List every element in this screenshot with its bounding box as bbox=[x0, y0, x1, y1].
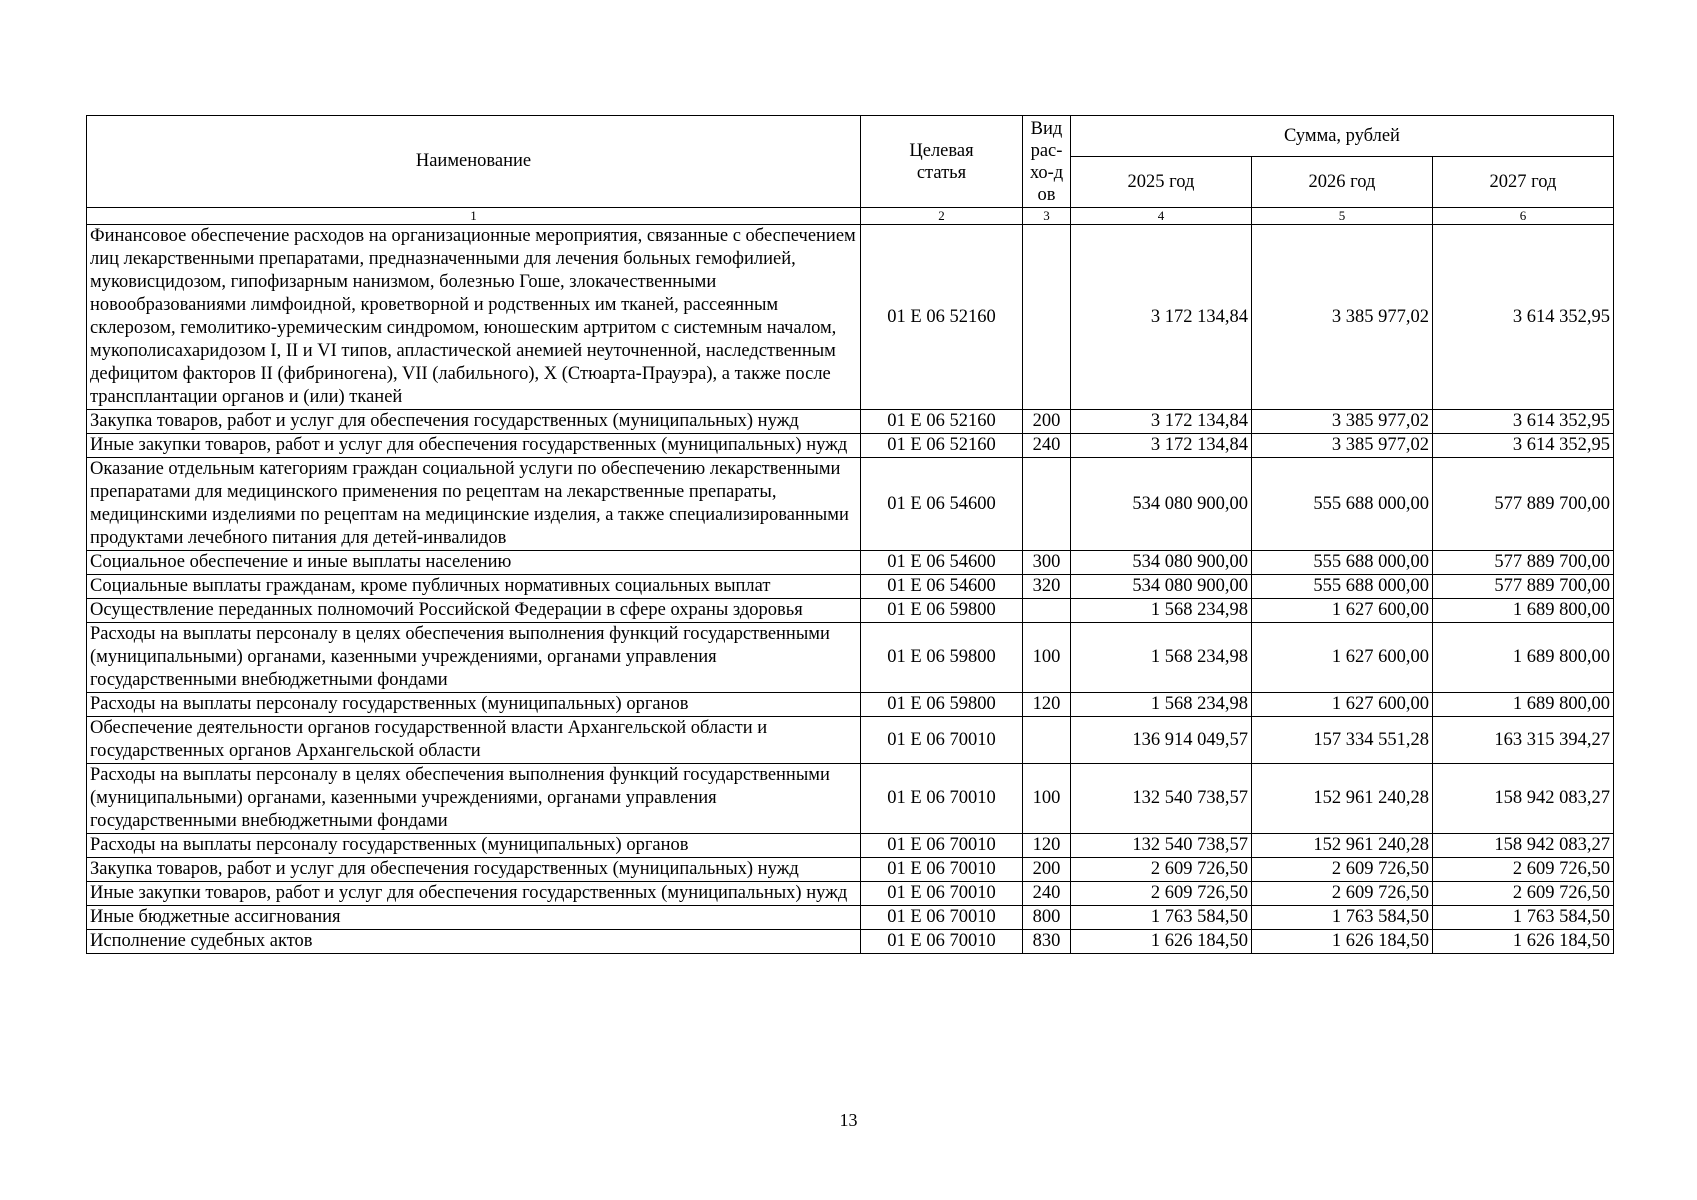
row-expense-type: 200 bbox=[1023, 410, 1071, 434]
row-name: Оказание отдельным категориям граждан социальной услуги по обеспечению лекарственными препаратами для медицинского применения по рецептам на лекарственные препараты, медицинскими изделиями по рецептам на медицинские изделия, а также специализированными продуктами лечебного питания для детей-инвалидов bbox=[87, 458, 861, 551]
col-number-2: 2 bbox=[861, 208, 1023, 225]
row-amount-2027: 3 614 352,95 bbox=[1433, 410, 1614, 434]
header-target-article-text: Целевая статья bbox=[909, 140, 974, 183]
row-name: Закупка товаров, работ и услуг для обеспечения государственных (муниципальных) нужд bbox=[87, 858, 861, 882]
col-number-5: 5 bbox=[1252, 208, 1433, 225]
row-amount-2025: 1 568 234,98 bbox=[1071, 599, 1252, 623]
col-number-1: 1 bbox=[87, 208, 861, 225]
row-target-code: 01 Е 06 59800 bbox=[861, 623, 1023, 693]
row-target-code: 01 Е 06 70010 bbox=[861, 930, 1023, 954]
row-amount-2026: 1 627 600,00 bbox=[1252, 693, 1433, 717]
header-year-2025: 2025 год bbox=[1071, 157, 1252, 208]
row-expense-type: 800 bbox=[1023, 906, 1071, 930]
row-expense-type: 240 bbox=[1023, 882, 1071, 906]
row-amount-2026: 1 627 600,00 bbox=[1252, 599, 1433, 623]
row-amount-2025: 1 568 234,98 bbox=[1071, 693, 1252, 717]
row-name: Иные закупки товаров, работ и услуг для обеспечения государственных (муниципальных) нужд bbox=[87, 882, 861, 906]
table-row bbox=[87, 858, 1614, 882]
row-amount-2025: 2 609 726,50 bbox=[1071, 858, 1252, 882]
col-number-4: 4 bbox=[1071, 208, 1252, 225]
row-amount-2026: 2 609 726,50 bbox=[1252, 882, 1433, 906]
row-amount-2026: 3 385 977,02 bbox=[1252, 434, 1433, 458]
header-name: Наименование bbox=[87, 116, 861, 208]
row-expense-type: 320 bbox=[1023, 575, 1071, 599]
table-row bbox=[87, 623, 1614, 693]
row-amount-2027: 577 889 700,00 bbox=[1433, 458, 1614, 551]
row-name: Социальные выплаты гражданам, кроме публичных нормативных социальных выплат bbox=[87, 575, 861, 599]
row-target-code: 01 Е 06 59800 bbox=[861, 599, 1023, 623]
row-name: Социальное обеспечение и иные выплаты населению bbox=[87, 551, 861, 575]
table-row bbox=[87, 599, 1614, 623]
header-year-2027: 2027 год bbox=[1433, 157, 1614, 208]
table-row bbox=[87, 906, 1614, 930]
col-number-6: 6 bbox=[1433, 208, 1614, 225]
row-amount-2026: 1 626 184,50 bbox=[1252, 930, 1433, 954]
row-name: Исполнение судебных актов bbox=[87, 930, 861, 954]
row-amount-2027: 158 942 083,27 bbox=[1433, 834, 1614, 858]
table-row bbox=[87, 882, 1614, 906]
row-amount-2026: 555 688 000,00 bbox=[1252, 575, 1433, 599]
row-expense-type bbox=[1023, 225, 1071, 410]
row-amount-2026: 2 609 726,50 bbox=[1252, 858, 1433, 882]
header-expense-type-text: Вид рас-хо-дов bbox=[1029, 118, 1064, 205]
table-row bbox=[87, 551, 1614, 575]
row-amount-2027: 1 689 800,00 bbox=[1433, 693, 1614, 717]
row-amount-2027: 2 609 726,50 bbox=[1433, 882, 1614, 906]
table-row bbox=[87, 693, 1614, 717]
row-amount-2026: 3 385 977,02 bbox=[1252, 410, 1433, 434]
row-amount-2027: 1 626 184,50 bbox=[1433, 930, 1614, 954]
row-target-code: 01 Е 06 54600 bbox=[861, 551, 1023, 575]
row-expense-type: 200 bbox=[1023, 858, 1071, 882]
row-amount-2025: 132 540 738,57 bbox=[1071, 764, 1252, 834]
row-name: Финансовое обеспечение расходов на организационные мероприятия, связанные с обеспечением лиц лекарственными препаратами, предназначенными для лечения больных гемофилией, муковисцидозом, гипофизарным нанизмом, болезнью Гоше, злокачественными новообразованиями лимфоидной, кроветворной и родственных им тканей, рассеянным склерозом, гемолитико-уремическим синдромом, юношеским артритом с системным началом, мукополисахаридозом I, II и VI типов, апластической анемией неуточненной, наследственным дефицитом факторов II (фибриногена), VII (лабильного), X (Стюарта-Прауэра), а также после трансплантации органов и (или) тканей bbox=[87, 225, 861, 410]
col-number-3: 3 bbox=[1023, 208, 1071, 225]
header-sum: Сумма, рублей bbox=[1071, 116, 1614, 157]
row-target-code: 01 Е 06 70010 bbox=[861, 906, 1023, 930]
table-row bbox=[87, 717, 1614, 764]
row-amount-2026: 152 961 240,28 bbox=[1252, 764, 1433, 834]
row-amount-2025: 132 540 738,57 bbox=[1071, 834, 1252, 858]
row-target-code: 01 Е 06 70010 bbox=[861, 858, 1023, 882]
row-name: Расходы на выплаты персоналу в целях обеспечения выполнения функций государственными (муниципальными) органами, казенными учреждениями, органами управления государственными внебюджетными фондами bbox=[87, 764, 861, 834]
table-row bbox=[87, 434, 1614, 458]
row-expense-type: 100 bbox=[1023, 623, 1071, 693]
row-target-code: 01 Е 06 52160 bbox=[861, 225, 1023, 410]
row-amount-2026: 1 763 584,50 bbox=[1252, 906, 1433, 930]
row-name: Обеспечение деятельности органов государственной власти Архангельской области и государственных органов Архангельской области bbox=[87, 717, 861, 764]
row-name: Расходы на выплаты персоналу государственных (муниципальных) органов bbox=[87, 693, 861, 717]
row-expense-type: 830 bbox=[1023, 930, 1071, 954]
row-amount-2027: 577 889 700,00 bbox=[1433, 551, 1614, 575]
row-expense-type: 300 bbox=[1023, 551, 1071, 575]
row-amount-2025: 534 080 900,00 bbox=[1071, 551, 1252, 575]
row-amount-2026: 555 688 000,00 bbox=[1252, 458, 1433, 551]
row-amount-2026: 157 334 551,28 bbox=[1252, 717, 1433, 764]
row-target-code: 01 Е 06 70010 bbox=[861, 764, 1023, 834]
row-amount-2025: 534 080 900,00 bbox=[1071, 458, 1252, 551]
row-amount-2027: 163 315 394,27 bbox=[1433, 717, 1614, 764]
row-amount-2025: 1 626 184,50 bbox=[1071, 930, 1252, 954]
table-row bbox=[87, 930, 1614, 954]
table-row bbox=[87, 764, 1614, 834]
page-number: 13 bbox=[839, 1110, 858, 1130]
header-target-article bbox=[861, 116, 1023, 208]
row-amount-2027: 3 614 352,95 bbox=[1433, 225, 1614, 410]
row-name: Закупка товаров, работ и услуг для обеспечения государственных (муниципальных) нужд bbox=[87, 410, 861, 434]
header-year-2026: 2026 год bbox=[1252, 157, 1433, 208]
row-amount-2027: 1 689 800,00 bbox=[1433, 623, 1614, 693]
row-expense-type bbox=[1023, 717, 1071, 764]
table-row bbox=[87, 834, 1614, 858]
row-amount-2027: 2 609 726,50 bbox=[1433, 858, 1614, 882]
row-amount-2026: 3 385 977,02 bbox=[1252, 225, 1433, 410]
row-target-code: 01 Е 06 54600 bbox=[861, 458, 1023, 551]
row-amount-2025: 2 609 726,50 bbox=[1071, 882, 1252, 906]
row-expense-type: 100 bbox=[1023, 764, 1071, 834]
row-expense-type bbox=[1023, 599, 1071, 623]
row-amount-2026: 555 688 000,00 bbox=[1252, 551, 1433, 575]
row-name: Расходы на выплаты персоналу в целях обеспечения выполнения функций государственными (муниципальными) органами, казенными учреждениями, органами управления государственными внебюджетными фондами bbox=[87, 623, 861, 693]
row-target-code: 01 Е 06 70010 bbox=[861, 882, 1023, 906]
table-row bbox=[87, 458, 1614, 551]
row-amount-2026: 1 627 600,00 bbox=[1252, 623, 1433, 693]
row-target-code: 01 Е 06 70010 bbox=[861, 834, 1023, 858]
row-amount-2025: 1 763 584,50 bbox=[1071, 906, 1252, 930]
table-row bbox=[87, 225, 1614, 410]
budget-table bbox=[86, 115, 1614, 954]
header-expense-type bbox=[1023, 116, 1071, 208]
table-row bbox=[87, 410, 1614, 434]
row-target-code: 01 Е 06 52160 bbox=[861, 434, 1023, 458]
row-expense-type: 240 bbox=[1023, 434, 1071, 458]
row-target-code: 01 Е 06 52160 bbox=[861, 410, 1023, 434]
row-amount-2027: 577 889 700,00 bbox=[1433, 575, 1614, 599]
row-amount-2025: 136 914 049,57 bbox=[1071, 717, 1252, 764]
row-name: Иные закупки товаров, работ и услуг для обеспечения государственных (муниципальных) нужд bbox=[87, 434, 861, 458]
row-amount-2025: 1 568 234,98 bbox=[1071, 623, 1252, 693]
row-name: Иные бюджетные ассигнования bbox=[87, 906, 861, 930]
row-name: Расходы на выплаты персоналу государственных (муниципальных) органов bbox=[87, 834, 861, 858]
row-expense-type bbox=[1023, 458, 1071, 551]
row-expense-type: 120 bbox=[1023, 693, 1071, 717]
row-amount-2026: 152 961 240,28 bbox=[1252, 834, 1433, 858]
row-expense-type: 120 bbox=[1023, 834, 1071, 858]
row-target-code: 01 Е 06 54600 bbox=[861, 575, 1023, 599]
row-amount-2025: 3 172 134,84 bbox=[1071, 225, 1252, 410]
row-amount-2025: 534 080 900,00 bbox=[1071, 575, 1252, 599]
row-amount-2027: 158 942 083,27 bbox=[1433, 764, 1614, 834]
row-amount-2025: 3 172 134,84 bbox=[1071, 434, 1252, 458]
row-target-code: 01 Е 06 70010 bbox=[861, 717, 1023, 764]
row-amount-2027: 1 763 584,50 bbox=[1433, 906, 1614, 930]
row-amount-2027: 1 689 800,00 bbox=[1433, 599, 1614, 623]
table-row bbox=[87, 575, 1614, 599]
row-amount-2027: 3 614 352,95 bbox=[1433, 434, 1614, 458]
row-amount-2025: 3 172 134,84 bbox=[1071, 410, 1252, 434]
row-target-code: 01 Е 06 59800 bbox=[861, 693, 1023, 717]
row-name: Осуществление переданных полномочий Российской Федерации в сфере охраны здоровья bbox=[87, 599, 861, 623]
